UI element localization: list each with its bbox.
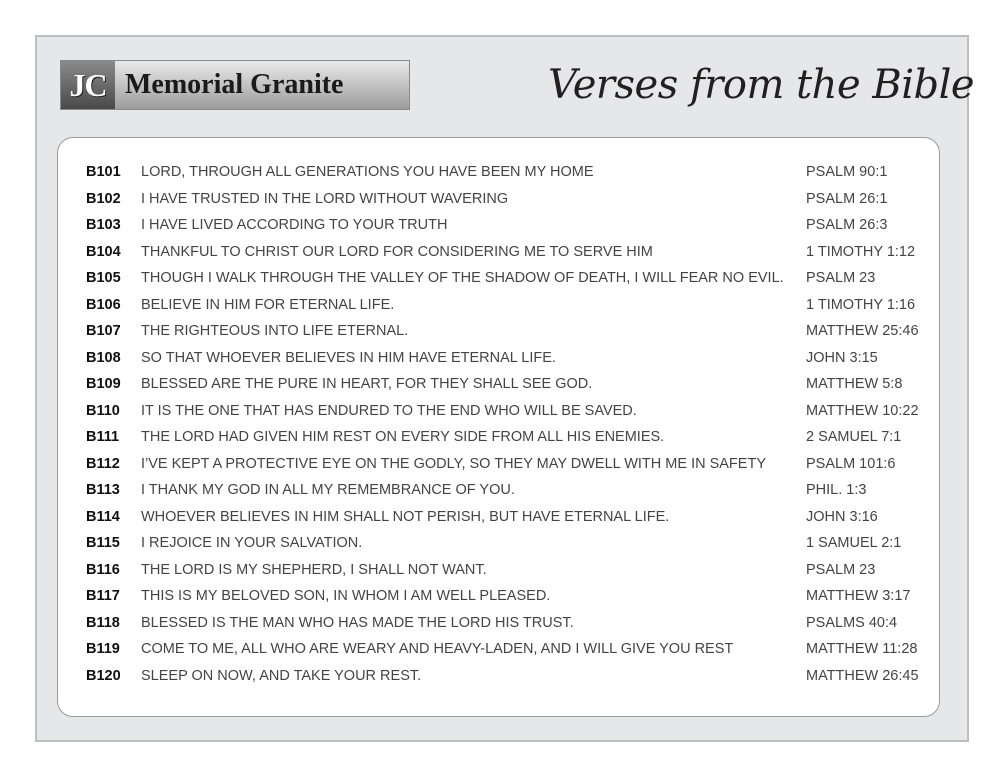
logo-name: Memorial Granite — [125, 69, 344, 100]
verse-code: B118 — [86, 614, 120, 631]
verse-code: B104 — [86, 243, 121, 260]
verse-text: SLEEP ON NOW, AND TAKE YOUR REST. — [141, 667, 422, 684]
verse-text: WHOEVER BELIEVES IN HIM SHALL NOT PERISH, BUT HAVE ETERNAL LIFE. — [141, 508, 670, 525]
page-title: Verses from the Bible — [548, 62, 975, 108]
verse-reference: 1 SAMUEL 2:1 — [806, 535, 902, 551]
company-logo — [60, 60, 410, 110]
verse-reference: JOHN 3:16 — [806, 508, 878, 525]
verse-row — [58, 477, 939, 503]
verse-text: I HAVE LIVED ACCORDING TO YOUR TRUTH — [141, 217, 448, 233]
verse-row — [58, 318, 939, 344]
verse-code: B111 — [86, 429, 120, 445]
verse-row — [58, 583, 939, 609]
verse-code: B102 — [86, 190, 121, 207]
verse-row — [58, 504, 939, 530]
verse-text: IT IS THE ONE THAT HAS ENDURED TO THE END WHO WILL BE SAVED. — [141, 402, 637, 419]
verse-reference: 1 TIMOTHY 1:12 — [806, 243, 916, 260]
verse-row — [58, 398, 939, 424]
verse-code: B109 — [86, 376, 121, 392]
verse-code: B116 — [86, 561, 120, 578]
verse-reference: PSALMS 40:4 — [806, 614, 898, 631]
verse-text: BELIEVE IN HIM FOR ETERNAL LIFE. — [141, 296, 395, 313]
verse-row — [58, 186, 939, 212]
verse-code: B106 — [86, 296, 121, 313]
verse-text: BLESSED IS THE MAN WHO HAS MADE THE LORD HIS TRUST. — [141, 614, 574, 631]
verse-text: I THANK MY GOD IN ALL MY REMEMBRANCE OF YOU. — [141, 482, 515, 498]
verse-row — [58, 265, 939, 291]
verse-text: I’VE KEPT A PROTECTIVE EYE ON THE GODLY, SO THEY MAY DWELL WITH ME IN SAFETY — [141, 455, 766, 472]
verse-code: B117 — [86, 588, 120, 604]
verse-code: B120 — [86, 667, 121, 684]
verse-code: B113 — [86, 482, 120, 498]
verse-reference: PSALM 101:6 — [806, 455, 896, 472]
verse-row — [58, 530, 939, 556]
verse-text: BLESSED ARE THE PURE IN HEART, FOR THEY SHALL SEE GOD. — [141, 376, 593, 392]
verse-row — [58, 610, 939, 636]
verse-reference: MATTHEW 5:8 — [806, 376, 903, 392]
verses-list — [57, 137, 940, 717]
verse-code: B114 — [86, 508, 120, 525]
verse-reference: PSALM 26:3 — [806, 217, 888, 233]
verse-reference: 1 TIMOTHY 1:16 — [806, 296, 916, 313]
verse-row — [58, 345, 939, 371]
verse-reference: PSALM 90:1 — [806, 164, 888, 180]
verse-reference: MATTHEW 25:46 — [806, 323, 919, 339]
verse-reference: PHIL. 1:3 — [806, 482, 867, 498]
verse-row — [58, 239, 939, 265]
verse-row — [58, 636, 939, 662]
verse-text: THE RIGHTEOUS INTO LIFE ETERNAL. — [141, 323, 409, 339]
verse-row — [58, 212, 939, 238]
verse-reference: PSALM 23 — [806, 270, 876, 286]
verse-row — [58, 371, 939, 397]
verse-text: I REJOICE IN YOUR SALVATION. — [141, 535, 363, 551]
verse-text: THE LORD IS MY SHEPHERD, I SHALL NOT WANT. — [141, 561, 487, 578]
verse-reference: PSALM 23 — [806, 561, 876, 578]
verse-reference: JOHN 3:15 — [806, 349, 878, 366]
verse-reference: PSALM 26:1 — [806, 190, 888, 207]
verse-code: B110 — [86, 402, 120, 419]
verse-text: THE LORD HAD GIVEN HIM REST ON EVERY SIDE FROM ALL HIS ENEMIES. — [141, 429, 665, 445]
verse-text: SO THAT WHOEVER BELIEVES IN HIM HAVE ETERNAL LIFE. — [141, 349, 556, 366]
verse-reference: MATTHEW 26:45 — [806, 667, 919, 684]
verse-row — [58, 424, 939, 450]
logo-mark: JC — [61, 61, 115, 109]
verse-row — [58, 159, 939, 185]
verse-code: B105 — [86, 270, 121, 286]
verse-text: THIS IS MY BELOVED SON, IN WHOM I AM WELL PLEASED. — [141, 588, 551, 604]
verse-reference: MATTHEW 10:22 — [806, 402, 919, 419]
verse-code: B101 — [86, 164, 121, 180]
verse-text: I HAVE TRUSTED IN THE LORD WITHOUT WAVERING — [141, 190, 509, 207]
verse-code: B103 — [86, 217, 121, 233]
verse-code: B107 — [86, 323, 121, 339]
verse-reference: MATTHEW 11:28 — [806, 641, 918, 657]
verse-code: B112 — [86, 455, 120, 472]
verse-row — [58, 292, 939, 318]
verse-row — [58, 451, 939, 477]
verse-code: B108 — [86, 349, 121, 366]
verse-text: THOUGH I WALK THROUGH THE VALLEY OF THE SHADOW OF DEATH, I WILL FEAR NO EVIL. — [141, 270, 784, 286]
verse-text: COME TO ME, ALL WHO ARE WEARY AND HEAVY-LADEN, AND I WILL GIVE YOU REST — [141, 641, 734, 657]
verse-text: LORD, THROUGH ALL GENERATIONS YOU HAVE BEEN MY HOME — [141, 164, 594, 180]
verse-reference: 2 SAMUEL 7:1 — [806, 429, 902, 445]
verse-text: THANKFUL TO CHRIST OUR LORD FOR CONSIDERING ME TO SERVE HIM — [141, 243, 653, 260]
verse-row — [58, 557, 939, 583]
verse-code: B115 — [86, 535, 120, 551]
verse-reference: MATTHEW 3:17 — [806, 588, 911, 604]
verse-row — [58, 663, 939, 689]
verse-code: B119 — [86, 641, 120, 657]
